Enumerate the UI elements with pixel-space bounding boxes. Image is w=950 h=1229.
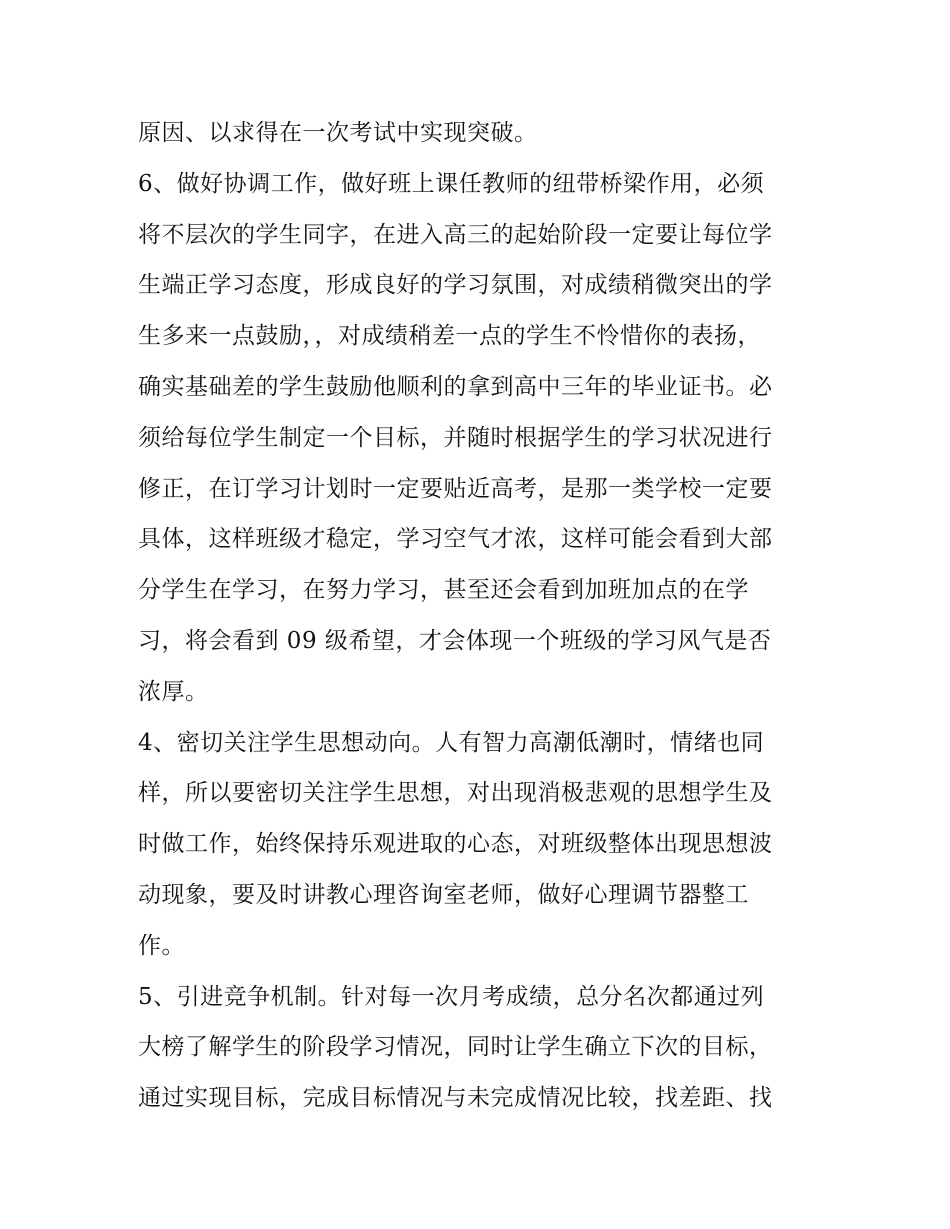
text-line: 时做工作，始终保持乐观进取的心态，对班级整体出现思想波 (138, 831, 773, 858)
text-line: 作。 (138, 932, 185, 959)
text-line: 大榜了解学生的阶段学习情况，同时让学生确立下次的目标， (138, 1034, 773, 1061)
text-line: 确实基础差的学生鼓励他顺利的拿到高中三年的毕业证书。必 (138, 373, 773, 400)
text-line: 样，所以要密切关注学生思想，对出现消极悲观的思想学生及 (138, 780, 773, 807)
text-line: 修正，在订学习计划时一定要贴近高考，是那一类学校一定要 (138, 475, 773, 502)
text-line: 将不层次的学生同字，在进入高三的起始阶段一定要让每位学 (138, 221, 773, 248)
text-line: 5、引进竞争机制。针对每一次月考成绩，总分名次都通过列 (138, 983, 765, 1010)
text-line: 6、做好协调工作，做好班上课任教师的纽带桥梁作用，必须 (138, 170, 765, 197)
text-line: 习，将会看到 09 级希望，才会体现一个班级的学习风气是否 (138, 627, 772, 654)
text-line: 动现象，要及时讲教心理咨询室老师，做好心理调节器整工 (138, 881, 749, 908)
text-line: 具体，这样班级才稳定，学习空气才浓，这样可能会看到大部 (138, 526, 773, 553)
text-line: 生多来一点鼓励，，对成绩稍差一点的学生不怜惜你的表扬， (138, 323, 761, 350)
text-line: 分学生在学习，在努力学习，甚至还会看到加班加点的在学 (138, 577, 749, 604)
text-line: 须给每位学生制定一个目标，并随时根据学生的学习状况进行 (138, 424, 773, 451)
text-line: 4、密切关注学生思想动向。人有智力高潮低潮时，情绪也同 (138, 729, 765, 756)
text-line: 生端正学习态度，形成良好的学习氛围，对成绩稍微突出的学 (138, 272, 773, 299)
text-line: 原因、以求得在一次考试中实现突破。 (138, 120, 538, 146)
document-body (138, 108, 828, 1124)
text-line: 浓厚。 (138, 678, 209, 705)
text-line: 通过实现目标，完成目标情况与未完成情况比较，找差距、找 (138, 1085, 773, 1112)
